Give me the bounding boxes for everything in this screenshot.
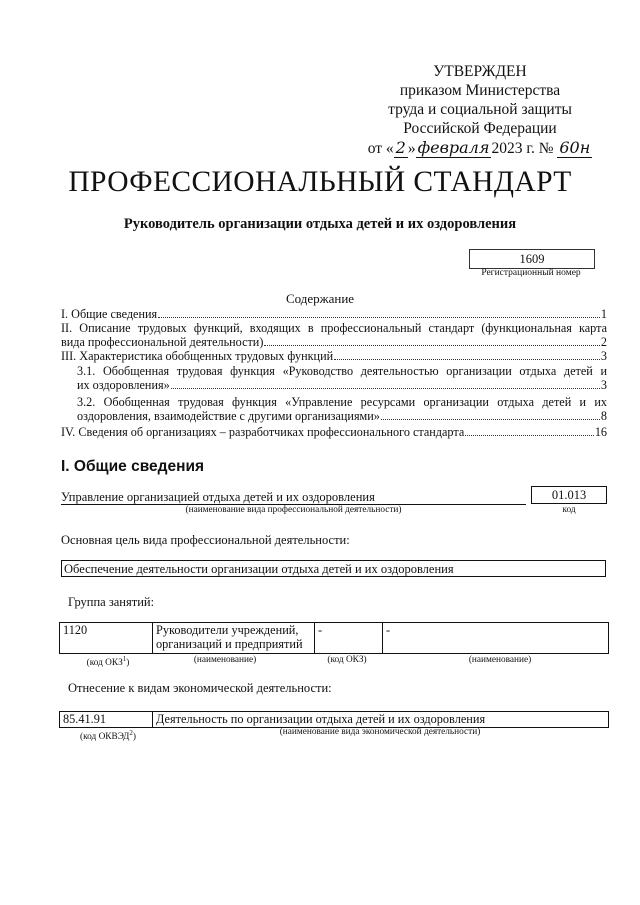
- okz-code-cell: 1120: [63, 623, 88, 637]
- toc-page: 1: [600, 307, 607, 321]
- goal-field: Обеспечение деятельности организации отдыха детей и их оздоровления: [61, 560, 606, 577]
- okved-code-cell: 85.41.91: [63, 712, 107, 726]
- document-subtitle: Руководитель организации отдыха детей и их оздоровления: [123, 216, 517, 232]
- registration-number-box: 1609: [469, 249, 595, 269]
- approval-title: УТВЕРЖДЕН: [433, 63, 527, 80]
- activity-code-box: 01.013: [531, 486, 607, 504]
- toc-heading: Содержание: [285, 291, 355, 306]
- toc-page: 16: [594, 425, 607, 439]
- okved-name-caption: (наименование вида экономической деятельности): [279, 727, 481, 737]
- econ-label: Отнесение к видам экономической деятельности:: [68, 681, 332, 695]
- toc-page: 3: [600, 378, 607, 392]
- activity-name-caption: (наименование вида профессиональной деятельности): [185, 505, 402, 515]
- activity-name-field: Управление организацией отдыха детей и их оздоровления: [61, 490, 526, 505]
- okved-table: [59, 711, 609, 728]
- okz-name-cell-2: -: [382, 623, 606, 653]
- toc-item-1[interactable]: I. Общие сведения 1: [61, 307, 607, 321]
- occupation-group-table: [59, 622, 609, 654]
- okz-name-caption-2: (наименование): [468, 655, 532, 665]
- registration-number-label: Регистрационный номер: [481, 268, 581, 278]
- handwritten-day: 2: [395, 138, 406, 157]
- group-label: Группа занятий:: [68, 595, 155, 609]
- section-heading: I. Общие сведения: [61, 458, 205, 475]
- toc-page: 8: [600, 409, 607, 423]
- toc-item-4[interactable]: IV. Сведения об организациях – разработчиках профессионального стандарта 16: [61, 425, 607, 439]
- okz-name-cell: Руководители учреждений, организаций и предприятий: [152, 623, 376, 653]
- approval-block: [360, 62, 600, 158]
- handwritten-number: 60н: [559, 138, 591, 157]
- document-title: ПРОФЕССИОНАЛЬНЫЙ СТАНДАРТ: [68, 166, 572, 198]
- toc-item-3-2[interactable]: 3.2. Обобщенная трудовая функция «Управление ресурсами организации отдыха детей и их оздоровления, взаимодействие с другими организациями» 8: [77, 395, 607, 423]
- toc-page: 3: [600, 349, 607, 363]
- handwritten-month: февраля: [417, 138, 490, 157]
- approval-country-line: Российской Федерации: [403, 120, 557, 137]
- okz-code-caption: (код ОКЗ$^1$): [86, 655, 130, 669]
- okz-code-cell-2: -: [314, 623, 378, 653]
- activity-code-caption: код: [562, 505, 576, 515]
- okved-code-caption: (код ОКВЭД$^2$): [80, 729, 136, 743]
- toc-item-3-1[interactable]: 3.1. Обобщенная трудовая функция «Руководство деятельностью организации отдыха детей и их оздоровления» 3: [77, 364, 607, 392]
- okz-name-caption: (наименование): [193, 655, 257, 665]
- goal-label: Основная цель вида профессиональной деятельности:: [61, 533, 350, 547]
- okz-code-caption-2: (код ОКЗ): [327, 655, 367, 665]
- approval-ministry-line: труда и социальной защиты: [388, 101, 572, 118]
- toc-page: 2: [600, 335, 607, 349]
- okved-name-cell: Деятельность по организации отдыха детей и их оздоровления: [152, 712, 596, 727]
- approval-order-line: приказом Министерства: [399, 82, 561, 99]
- toc-item-2[interactable]: II. Описание трудовых функций, входящих в профессиональный стандарт (функциональная карта вида профессиональной деятельности) 2: [61, 321, 607, 349]
- toc-item-3[interactable]: III. Характеристика обобщенных трудовых функций 3: [61, 349, 607, 363]
- approval-date-line: от « 2 » февраля 2023 г. № 60н: [367, 138, 591, 157]
